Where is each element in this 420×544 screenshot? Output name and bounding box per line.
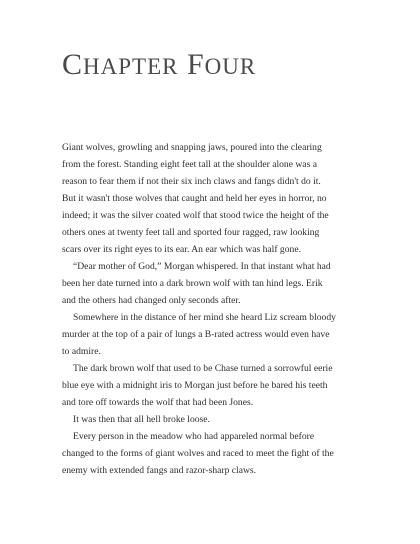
text-line: others ones at twenty feet tall and sported four ragged, raw looking	[62, 227, 320, 238]
text-line: But it wasn't those wolves that caught and held her eyes in horror, no	[62, 193, 327, 204]
chapter-title-initial: C	[62, 48, 84, 81]
text-line: been her date turned into a dark brown wolf with tan hind legs. Erik	[62, 278, 323, 289]
text-line: It was then that all hell broke loose.	[73, 414, 210, 425]
paragraph	[62, 360, 362, 411]
chapter-title-word: HAPTER	[83, 54, 179, 79]
paragraph	[62, 258, 362, 309]
text-line: Somewhere in the distance of her mind she heard Liz scream bloody	[73, 312, 336, 323]
chapter-number-initial: F	[186, 48, 205, 81]
text-line: Giant wolves, growling and snapping jaws, poured into the clearing	[62, 142, 322, 153]
chapter-number-word: OUR	[204, 54, 257, 79]
text-line: and the others had changed only seconds after.	[62, 295, 241, 306]
text-line: and tore off towards the wolf that had been Jones.	[62, 397, 254, 408]
paragraph	[62, 411, 362, 428]
text-line: changed to the forms of giant wolves and raced to meet the fight of the	[62, 448, 334, 459]
text-line: blue eye with a midnight iris to Morgan just before he bared his teeth	[62, 380, 328, 391]
text-line: indeed; it was the silver coated wolf that stood twice the height of the	[62, 210, 329, 221]
text-line: Every person in the meadow who had appareled normal before	[73, 431, 315, 442]
text-line: murder at the top of a pair of lungs a B-rated actress would even have	[62, 329, 330, 340]
text-line: to admire.	[62, 346, 101, 357]
chapter-body	[62, 139, 362, 479]
text-line: “Dear mother of God,” Morgan whispered. In that instant what had	[73, 261, 331, 272]
text-line: enemy with extended fangs and razor-sharp claws.	[62, 465, 257, 476]
text-line: from the forest. Standing eight feet tall at the shoulder alone was a	[62, 159, 317, 170]
paragraph	[62, 309, 362, 360]
chapter-title	[62, 48, 256, 84]
paragraph	[62, 428, 362, 479]
paragraph	[62, 139, 362, 258]
text-line: scars over its right eyes to its ear. An ear which was half gone.	[62, 244, 301, 255]
text-line: reason to fear them if not their six inch claws and fangs didn't do it.	[62, 176, 321, 187]
text-line: The dark brown wolf that used to be Chase turned a sorrowful eerie	[73, 363, 333, 374]
